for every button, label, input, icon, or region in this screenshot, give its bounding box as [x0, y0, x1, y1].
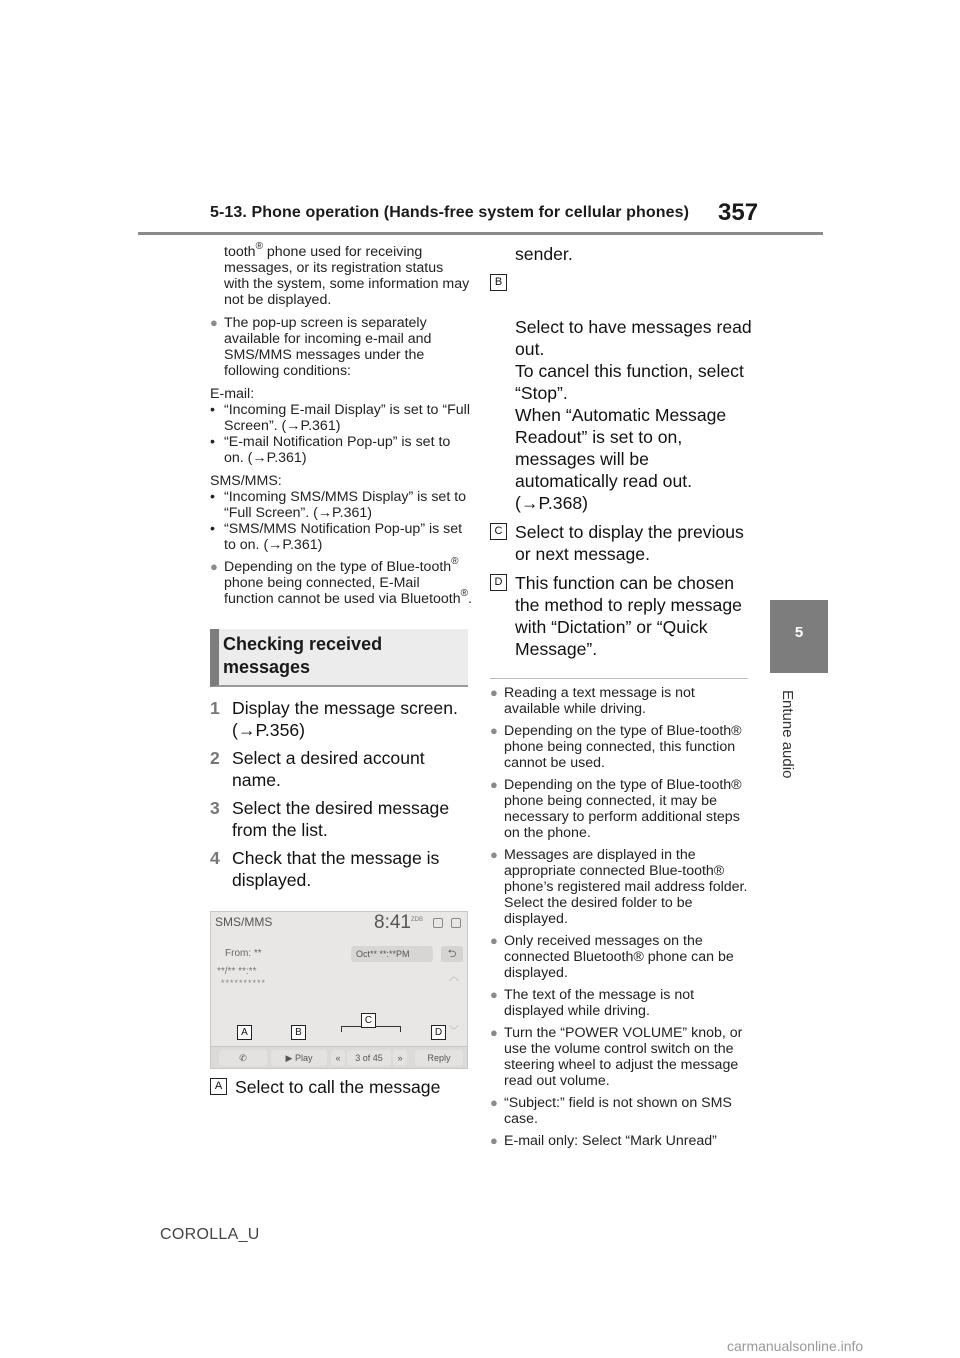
message-screen-illustration	[210, 911, 468, 1069]
step-item: 2 Select a desired account name.	[210, 748, 425, 790]
page-number: 357	[718, 199, 759, 226]
note-bullet: ● Only received messages on the connected Bluetooth® phone can be displayed.	[490, 933, 734, 981]
bullet-dot: ●	[210, 559, 218, 574]
scroll-down-icon: ﹀	[449, 1026, 459, 1037]
note-bullet: ● Depending on the type of Blue-tooth® phone being connected, E-Mail function cannot be used via Bluetooth®.	[210, 556, 472, 607]
header-section-title: 5-13. Phone operation (Hands-free system for cellular phones)	[210, 204, 690, 221]
screen-title: SMS/MMS	[215, 915, 273, 929]
back-icon: ⮌	[441, 946, 463, 962]
step-item: 1 Display the message screen. (→P.356)	[210, 698, 458, 740]
sms-heading: SMS/MMS:	[210, 473, 282, 489]
list-item: • “Incoming E-mail Display” is set to “Full Screen”. (→P.361)	[210, 402, 470, 434]
screen-label-a: A	[237, 1025, 252, 1040]
bluetooth-icon	[451, 918, 461, 928]
chapter-number: 5	[794, 624, 804, 641]
previous-button: «	[331, 1050, 345, 1066]
label-a: A	[210, 1078, 227, 1095]
screen-date: Oct** **:**PM	[351, 946, 433, 962]
screen-scrollbar	[447, 968, 463, 1036]
chapter-label: Entune audio	[779, 690, 796, 779]
continued-text: sender.	[515, 244, 573, 264]
right-column	[490, 242, 752, 1149]
screen-message-line: **********	[221, 978, 267, 988]
label-d: D	[490, 574, 507, 591]
bullet-dot: ●	[210, 315, 218, 330]
screen-clock: 8:41	[374, 912, 411, 933]
notes-rule	[490, 678, 748, 679]
note-bullet: ● Turn the “POWER VOLUME” knob, or use the volume control switch on the steering wheel to adjust the message read out volume.	[490, 1025, 743, 1089]
screen-label-b: B	[291, 1025, 306, 1040]
label-item-c: C Select to display the previous or next message.	[490, 521, 752, 565]
note-bullet: ● The text of the message is not displayed while driving.	[490, 987, 695, 1019]
screen-message-line: **/** **:**	[217, 966, 257, 977]
chapter-tab	[770, 600, 828, 673]
screen-indicator: ZDB	[411, 917, 423, 923]
label-item-b: B Select to have messages read out. To cancel this function, select “Stop”. When “Automatic Message Readout” is set to on, messages will be automatically read out. (→P.368)	[490, 272, 752, 514]
note-bullet: ● “Subject:” field is not shown on SMS case.	[490, 1095, 732, 1127]
screen-button-bar	[211, 1046, 467, 1068]
step-item: 4 Check that the message is displayed.	[210, 848, 440, 890]
notes-list	[490, 685, 752, 1149]
email-heading: E-mail:	[210, 386, 255, 402]
header-rule	[138, 232, 823, 235]
note-bullet: ● E-mail only: Select “Mark Unread”	[490, 1133, 717, 1149]
screen-label-c: C	[361, 1013, 376, 1028]
list-item: • “Incoming SMS/MMS Display” is set to “Full Screen”. (→P.361)	[210, 489, 467, 521]
note-bullet: ● Depending on the type of Blue-tooth® phone being connected, this function cannot be used.	[490, 723, 742, 771]
note-bullet: ● The pop-up screen is separately available for incoming e-mail and SMS/MMS messages under the following conditions:	[210, 315, 432, 379]
next-button: »	[393, 1050, 407, 1066]
message-counter: 3 of 45	[347, 1050, 391, 1066]
call-button: ✆	[219, 1050, 267, 1066]
label-b: B	[490, 274, 507, 291]
scroll-up-icon: ︿	[449, 972, 459, 983]
section-heading: Checking received messages	[210, 629, 468, 687]
screen-status-bar	[211, 912, 467, 936]
continued-paragraph: tooth® phone used for receiving messages, or its registration status with the system, some information may not be displayed.	[224, 241, 470, 308]
list-item: • “SMS/MMS Notification Pop-up” is set to on. (→P.361)	[210, 521, 463, 553]
watermark: carmanualsonline.info	[727, 1338, 864, 1354]
play-button: ▶ Play	[271, 1050, 327, 1066]
label-item-a: A Select to call the message	[210, 1076, 472, 1098]
note-bullet: ● Messages are displayed in the appropriate connected Blue-tooth® phone’s registered mail address folder. Select the desired folder to be displayed.	[490, 847, 748, 927]
screen-from: From: **	[225, 948, 262, 959]
screen-label-d: D	[431, 1025, 446, 1040]
label-item-d: D This function can be chosen the method to reply message with “Dictation” or “Quick Message”.	[490, 572, 752, 660]
list-item: • “E-mail Notification Pop-up” is set to on. (→P.361)	[210, 434, 451, 466]
note-bullet: ● Reading a text message is not available while driving.	[490, 685, 695, 717]
step-item: 3 Select the desired message from the list.	[210, 798, 450, 840]
reply-button: Reply	[415, 1050, 463, 1066]
note-bullet: ● Depending on the type of Blue-tooth® phone being connected, it may be necessary to perform additional steps on the phone.	[490, 777, 742, 841]
signal-icon	[433, 918, 443, 928]
step-list	[210, 697, 472, 891]
footer-model: COROLLA_U	[160, 1226, 260, 1243]
label-c: C	[490, 523, 507, 540]
left-column	[210, 242, 472, 1098]
